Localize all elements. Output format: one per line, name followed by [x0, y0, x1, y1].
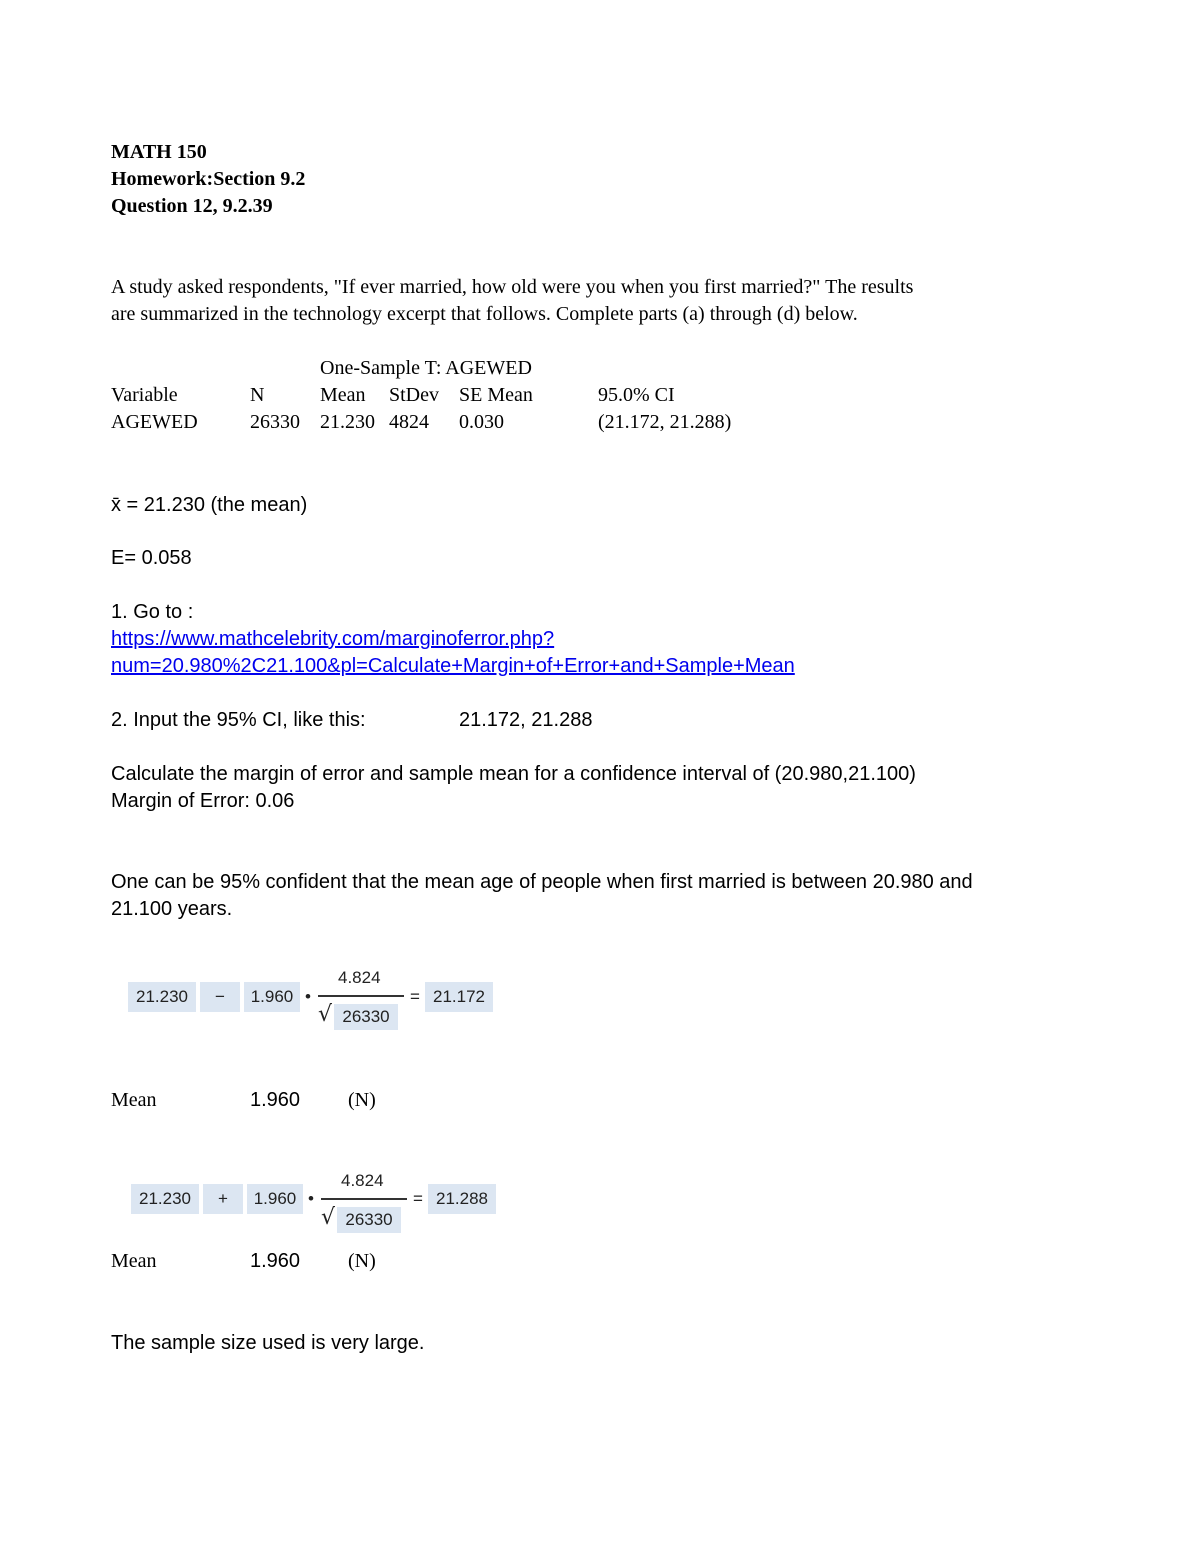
labels-2-z: 1.960: [250, 1250, 301, 1272]
labels-1-n: (N): [348, 1089, 376, 1111]
labels-2-mean: Mean: [111, 1250, 157, 1272]
formula-2-numerator: 4.824: [341, 1171, 384, 1190]
formula-2-dot: •: [308, 1189, 314, 1208]
excerpt-header-se-mean: SE Mean: [459, 384, 533, 406]
excerpt-title: One-Sample T: AGEWED: [320, 357, 532, 379]
formula-2-mean: 21.230: [131, 1184, 199, 1214]
question-title: Question 12, 9.2.39: [111, 195, 273, 217]
confidence-line-1: One can be 95% confident that the mean age of people when first married is between 20.980 and: [111, 871, 973, 893]
xbar-note: x̄ = 21.230 (the mean): [111, 494, 308, 516]
excerpt-cell-variable: AGEWED: [111, 411, 198, 433]
formula-1-denominator: 26330: [334, 1004, 398, 1030]
formula-1-z-value: 1.960: [244, 982, 300, 1012]
step-2-label: 2. Input the 95% CI, like this:: [111, 709, 366, 731]
homework-title: Homework:Section 9.2: [111, 168, 306, 190]
excerpt-header-ci: 95.0% CI: [598, 384, 675, 406]
formula-2-z-value: 1.960: [247, 1184, 303, 1214]
excerpt-cell-n: 26330: [250, 411, 300, 433]
excerpt-header-mean: Mean: [320, 384, 366, 406]
excerpt-cell-ci: (21.172, 21.288): [598, 411, 732, 433]
formula-1-numerator: 4.824: [338, 968, 381, 987]
formula-2-sqrt-icon: √: [321, 1205, 336, 1230]
formula-2-result: 21.288: [428, 1184, 496, 1214]
formula-1-mean: 21.230: [128, 982, 196, 1012]
step-2-value: 21.172, 21.288: [459, 709, 593, 731]
formula-1-operator: −: [200, 982, 240, 1012]
final-statement: The sample size used is very large.: [111, 1332, 425, 1354]
confidence-line-2: 21.100 years.: [111, 898, 233, 920]
labels-1-mean: Mean: [111, 1089, 157, 1111]
excerpt-cell-stdev: 4824: [389, 411, 429, 433]
labels-1-z: 1.960: [250, 1089, 301, 1111]
excerpt-header-stdev: StDev: [389, 384, 439, 406]
calc-line: Calculate the margin of error and sample mean for a confidence interval of (20.980,21.100): [111, 763, 916, 785]
intro-line-1: A study asked respondents, "If ever married, how old were you when you first married?" The results: [111, 276, 914, 298]
formula-2-equals: =: [413, 1189, 423, 1208]
mathcelebrity-link-line-1[interactable]: https://www.mathcelebrity.com/marginoferror.php?: [111, 628, 555, 650]
e-note: E= 0.058: [111, 547, 192, 569]
formula-2-denominator: 26330: [337, 1207, 401, 1233]
formula-2-operator: +: [203, 1184, 243, 1214]
formula-1-dot: •: [305, 987, 311, 1006]
margin-of-error-line: Margin of Error: 0.06: [111, 790, 295, 812]
course-title: MATH 150: [111, 141, 207, 163]
mathcelebrity-link-line-2[interactable]: num=20.980%2C21.100&pl=Calculate+Margin+of+Error+and+Sample+Mean: [111, 655, 795, 677]
formula-1-fraction-bar: [318, 995, 404, 997]
formula-1-sqrt-icon: √: [318, 1002, 333, 1027]
excerpt-cell-se-mean: 0.030: [459, 411, 504, 433]
step-1-label: 1. Go to :: [111, 601, 194, 623]
intro-line-2: are summarized in the technology excerpt that follows. Complete parts (a) through (d) below.: [111, 303, 858, 325]
excerpt-header-variable: Variable: [111, 384, 178, 406]
formula-2-fraction-bar: [321, 1198, 407, 1200]
formula-1-result: 21.172: [425, 982, 493, 1012]
labels-2-n: (N): [348, 1250, 376, 1272]
excerpt-cell-mean: 21.230: [320, 411, 375, 433]
excerpt-header-n: N: [250, 384, 265, 406]
formula-1-equals: =: [410, 987, 420, 1006]
